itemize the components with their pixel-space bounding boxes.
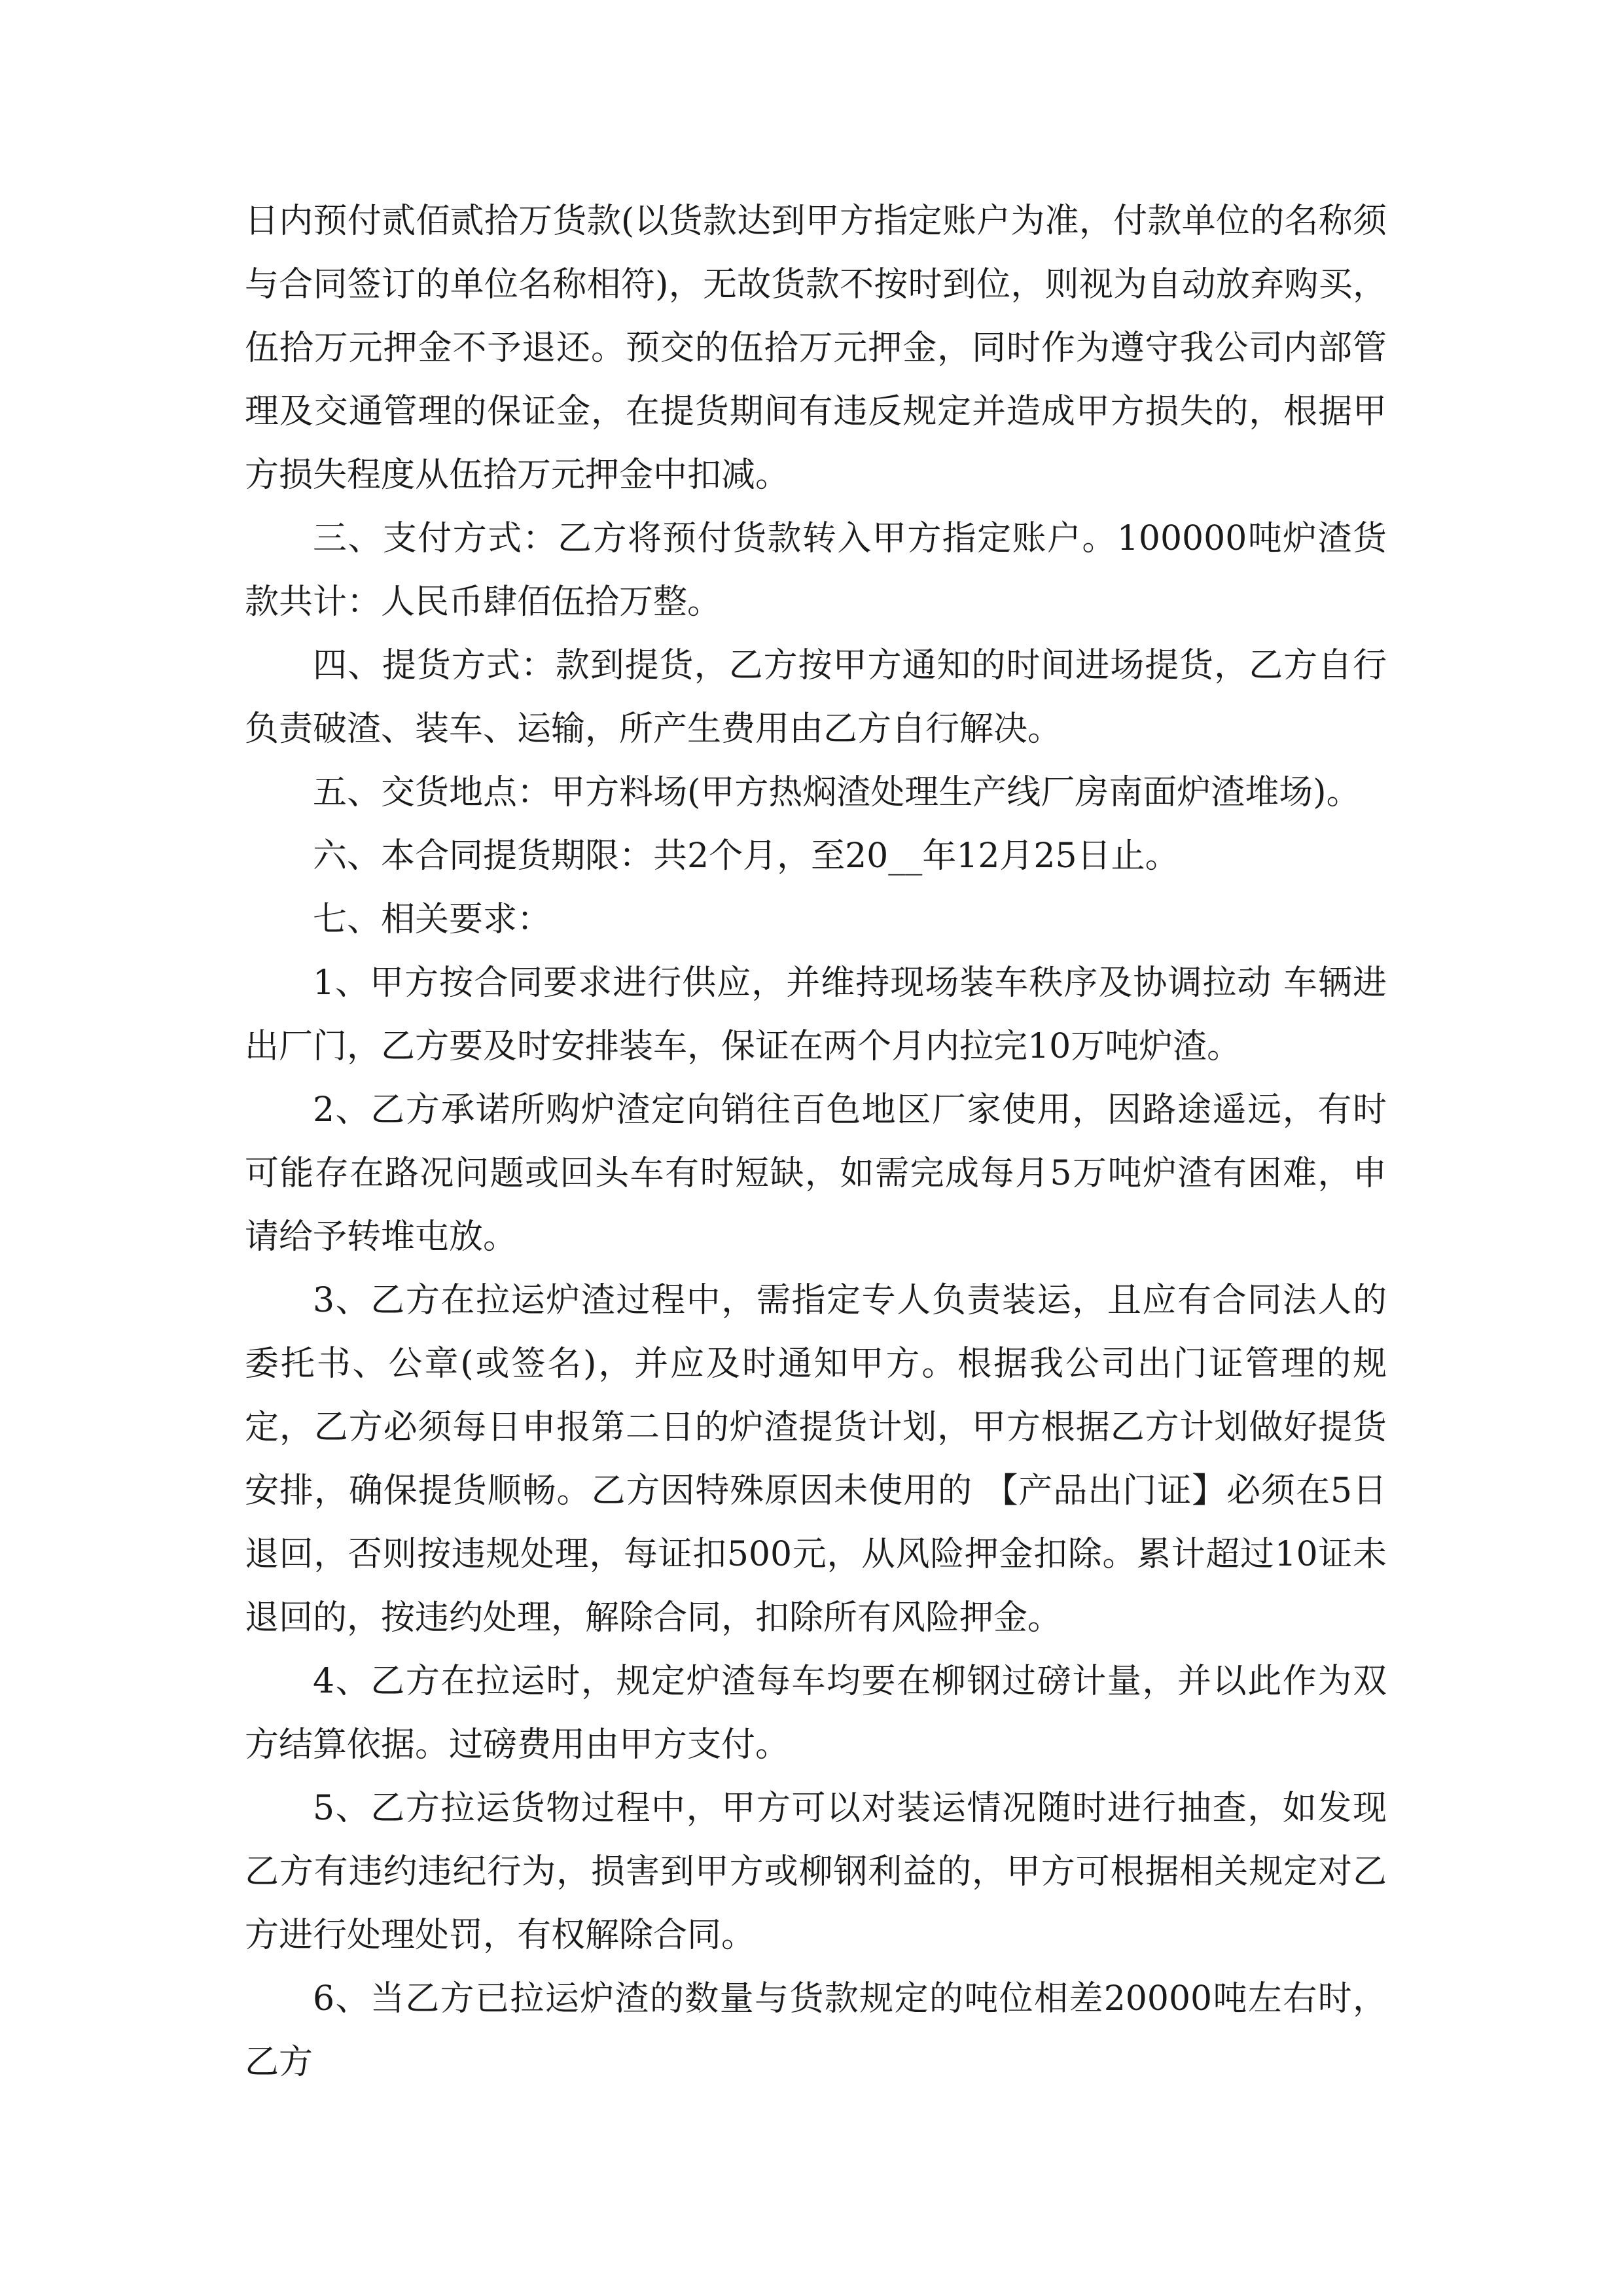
paragraph-item-1: 1、甲方按合同要求进行供应，并维持现场装车秩序及协调拉动 车辆进出厂门，乙方要及时安排装车，保证在两个月内拉完10万吨炉渣。 — [245, 963, 1387, 1066]
paragraph-item-2: 2、乙方承诺所购炉渣定向销往百色地区厂家使用，因路途遥远，有时可能存在路况问题或回头车有时短缺，如需完成每月5万吨炉渣有困难，申请给予转堆屯放。 — [245, 1090, 1387, 1257]
paragraph-item-5: 5、乙方拉运货物过程中，甲方可以对装运情况随时进行抽查，如发现乙方有违约违纪行为，损害到甲方或柳钢利益的，甲方可根据相关规定对乙方进行处理处罚，有权解除合同。 — [245, 1789, 1387, 1955]
paragraph-item-4: 4、乙方在拉运时，规定炉渣每车均要在柳钢过磅计量，并以此作为双方结算依据。过磅费用由甲方支付。 — [245, 1662, 1387, 1765]
paragraph-section-5-delivery: 五、交货地点：甲方料场(甲方热焖渣处理生产线厂房南面炉渣堆场)。 — [313, 773, 1361, 812]
paragraph-section-3-payment: 三、支付方式：乙方将预付货款转入甲方指定账户。100000吨炉渣货款共计：人民币肆佰伍拾万整。 — [245, 519, 1387, 622]
paragraph-section-4-pickup: 四、提货方式：款到提货，乙方按甲方通知的时间进场提货，乙方自行负责破渣、装车、运输，所产生费用由乙方自行解决。 — [245, 646, 1387, 749]
paragraph-0: 日内预付贰佰贰拾万货款(以货款达到甲方指定账户为准，付款单位的名称须与合同签订的单位名称相符)，无故货款不按时到位，则视为自动放弃购买，伍拾万元押金不予退还。预交的伍拾万元押金，同时作为遵守我公司内部管理及交通管理的保证金，在提货期间有违反规定并造成甲方损失的，根据甲方损失程度从伍拾万元押金中扣减。 — [245, 202, 1387, 495]
document-page — [245, 190, 1387, 2094]
paragraph-item-3: 3、乙方在拉运炉渣过程中，需指定专人负责装运，且应有合同法人的委托书、公章(或签名)，并应及时通知甲方。根据我公司出门证管理的规定，乙方必须每日申报第二日的炉渣提货计划，甲方根据乙方计划做好提货安排，确保提货顺畅。乙方因特殊原因未使用的 【产品出门证】必须在5日退回，否则按违规处理，每证扣500元，从风险押金扣除。累计超过10证未退回的，按违约处理，解除合同，扣除所有风险押金。 — [245, 1281, 1387, 1638]
paragraph-section-7-heading: 七、相关要求： — [313, 900, 552, 939]
paragraph-section-6-term: 六、本合同提货期限：共2个月，至20__年12月25日止。 — [313, 836, 1179, 876]
paragraph-item-6: 6、当乙方已拉运炉渣的数量与货款规定的吨位相差20000吨左右时，乙方 — [245, 1979, 1387, 2082]
